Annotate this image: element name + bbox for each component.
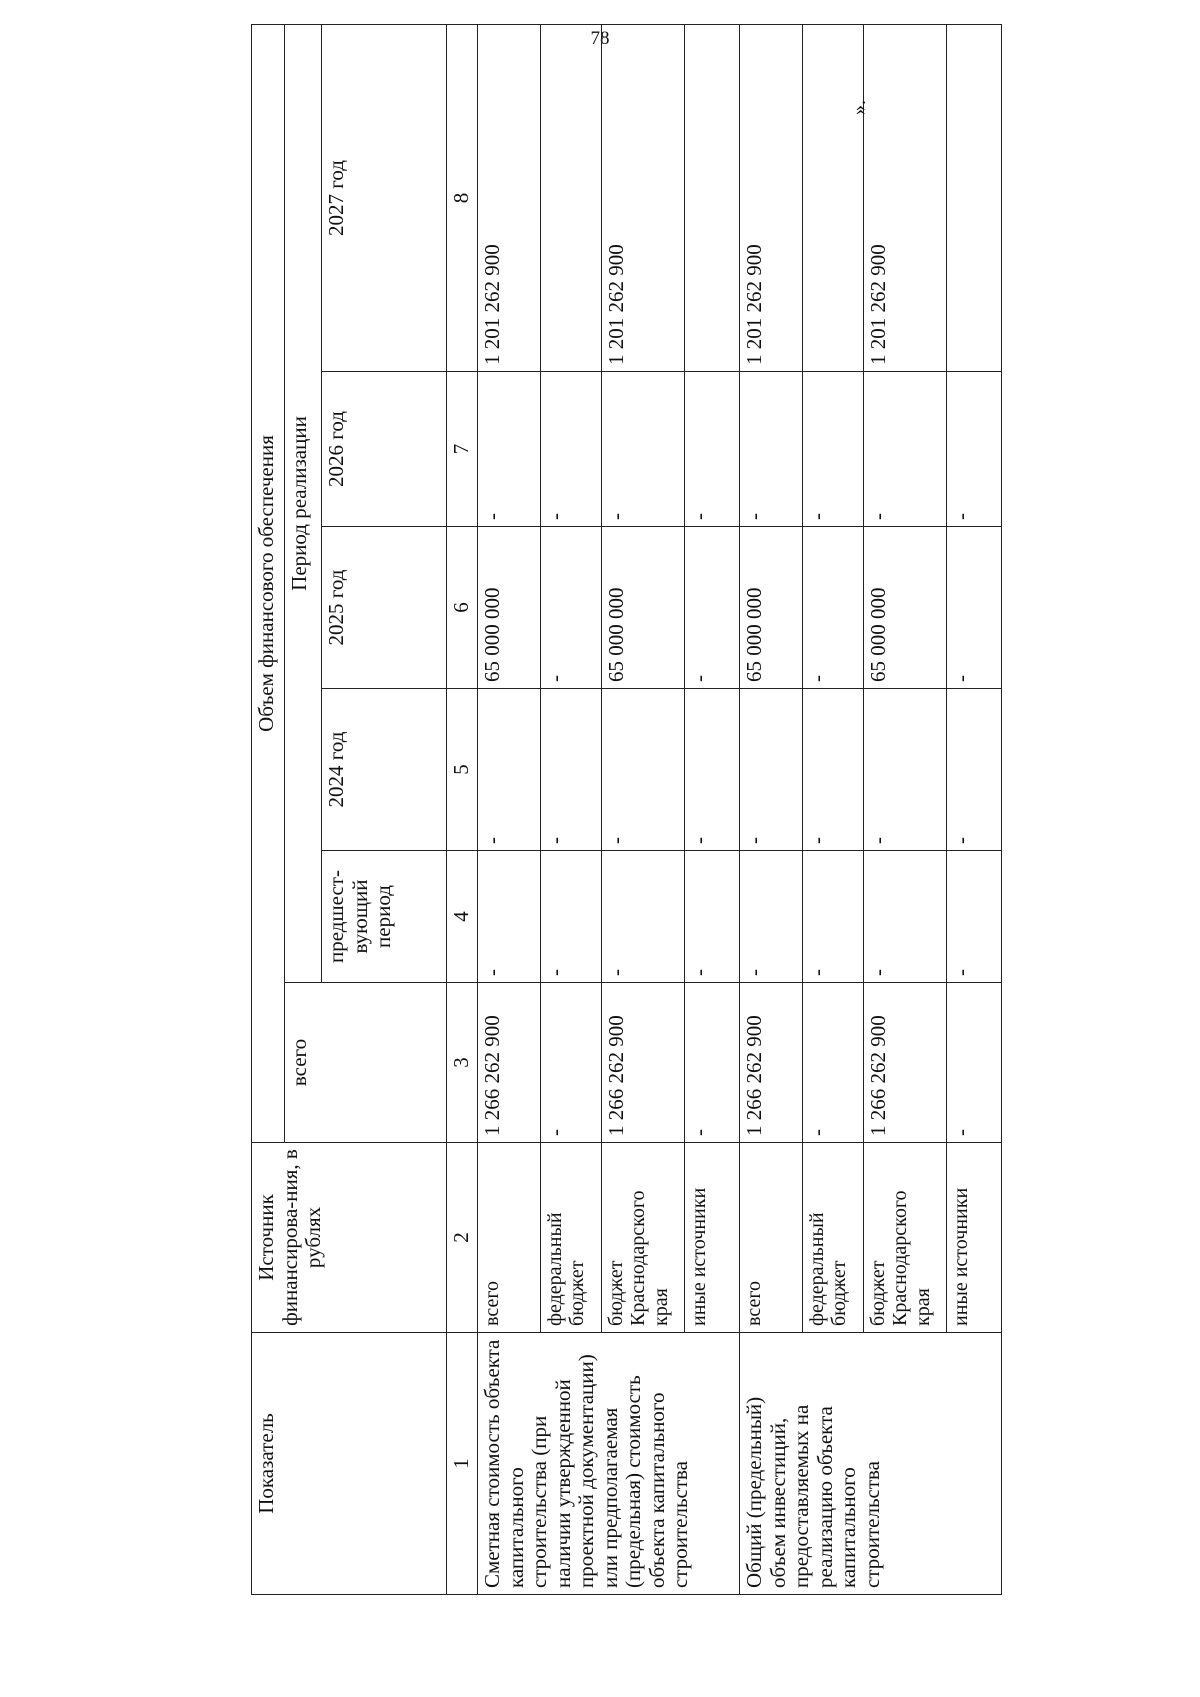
year-2026-cell: - [541, 372, 602, 527]
previous-cell: - [478, 851, 541, 983]
header-year-2026: 2026 год [322, 372, 447, 527]
year-2026-cell: - [478, 372, 541, 527]
year-2024-cell: - [602, 689, 685, 851]
header-total: всего [285, 983, 447, 1143]
year-2025-cell: - [685, 527, 740, 689]
col-number: 6 [447, 527, 478, 689]
year-2027-cell: 1 201 262 900 [740, 25, 803, 372]
year-2025-cell: - [541, 527, 602, 689]
previous-cell: - [947, 851, 1002, 983]
col-number: 7 [447, 372, 478, 527]
year-2027-cell [541, 25, 602, 372]
col-number: 5 [447, 689, 478, 851]
total-cell: 1 266 262 900 [740, 983, 803, 1143]
year-2025-cell: 65 000 000 [864, 527, 947, 689]
year-2025-cell: - [803, 527, 864, 689]
source-cell: иные источники [947, 1143, 1002, 1333]
header-year-2027: 2027 год [322, 25, 447, 372]
indicator-estimated-cost: Сметная стоимость объекта капитального строительства (при наличии утвержденной проектной документации) или предполагаемая (предельная) стоимость объекта капитального строительства [478, 1333, 740, 1595]
header-year-2025: 2025 год [322, 527, 447, 689]
year-2027-cell: 1 201 262 900 [864, 25, 947, 372]
year-2024-cell: - [740, 689, 803, 851]
financing-table [251, 24, 1002, 1595]
year-2026-cell: - [740, 372, 803, 527]
year-2024-cell: - [947, 689, 1002, 851]
indicator-total-investment: Общий (предельный) объем инвестиций, предоставляемых на реализацию объекта капитального строительства [740, 1333, 1002, 1595]
year-2027-cell [803, 25, 864, 372]
total-cell: 1 266 262 900 [864, 983, 947, 1143]
previous-cell: - [740, 851, 803, 983]
source-cell: федеральный бюджет [803, 1143, 864, 1333]
total-cell: 1 266 262 900 [478, 983, 541, 1143]
year-2026-cell: - [947, 372, 1002, 527]
year-2025-cell: - [947, 527, 1002, 689]
year-2026-cell: - [864, 372, 947, 527]
table-row [740, 25, 803, 1595]
total-cell: - [947, 983, 1002, 1143]
previous-cell: - [541, 851, 602, 983]
previous-cell: - [803, 851, 864, 983]
year-2027-cell: 1 201 262 900 [478, 25, 541, 372]
source-cell: иные источники [685, 1143, 740, 1333]
previous-cell: - [602, 851, 685, 983]
closing-quote-mark: ». [848, 100, 870, 115]
header-indicator: Показатель [252, 1333, 447, 1595]
total-cell: - [685, 983, 740, 1143]
col-number: 1 [447, 1333, 478, 1595]
total-cell: - [803, 983, 864, 1143]
year-2027-cell [947, 25, 1002, 372]
source-cell: бюджет Краснодарского края [864, 1143, 947, 1333]
year-2026-cell: - [803, 372, 864, 527]
table-row [478, 25, 541, 1595]
source-cell: всего [740, 1143, 803, 1333]
previous-cell: - [864, 851, 947, 983]
column-numbers-row [447, 25, 478, 1595]
year-2024-cell: - [864, 689, 947, 851]
header-financing-volume: Объем финансового обеспечения [252, 25, 285, 1143]
header-period: Период реализации [285, 25, 322, 983]
total-cell: 1 266 262 900 [602, 983, 685, 1143]
source-cell: федеральный бюджет [541, 1143, 602, 1333]
header-year-2024: 2024 год [322, 689, 447, 851]
col-number: 8 [447, 25, 478, 372]
year-2024-cell: - [478, 689, 541, 851]
source-cell: бюджет Краснодарского края [602, 1143, 685, 1333]
previous-cell: - [685, 851, 740, 983]
header-previous-period: предшест-вующий период [322, 851, 447, 983]
year-2024-cell: - [685, 689, 740, 851]
year-2024-cell: - [803, 689, 864, 851]
col-number: 2 [447, 1143, 478, 1333]
year-2024-cell: - [541, 689, 602, 851]
page-number: 78 [590, 28, 610, 49]
col-number: 4 [447, 851, 478, 983]
year-2027-cell: 1 201 262 900 [602, 25, 685, 372]
year-2025-cell: 65 000 000 [602, 527, 685, 689]
header-source: Источник финансирова-ния, в рублях [252, 1143, 447, 1333]
source-cell: всего [478, 1143, 541, 1333]
rotated-page-content [251, 25, 973, 1595]
year-2027-cell [685, 25, 740, 372]
col-number: 3 [447, 983, 478, 1143]
total-cell: - [541, 983, 602, 1143]
year-2025-cell: 65 000 000 [740, 527, 803, 689]
year-2026-cell: - [685, 372, 740, 527]
year-2026-cell: - [602, 372, 685, 527]
year-2025-cell: 65 000 000 [478, 527, 541, 689]
